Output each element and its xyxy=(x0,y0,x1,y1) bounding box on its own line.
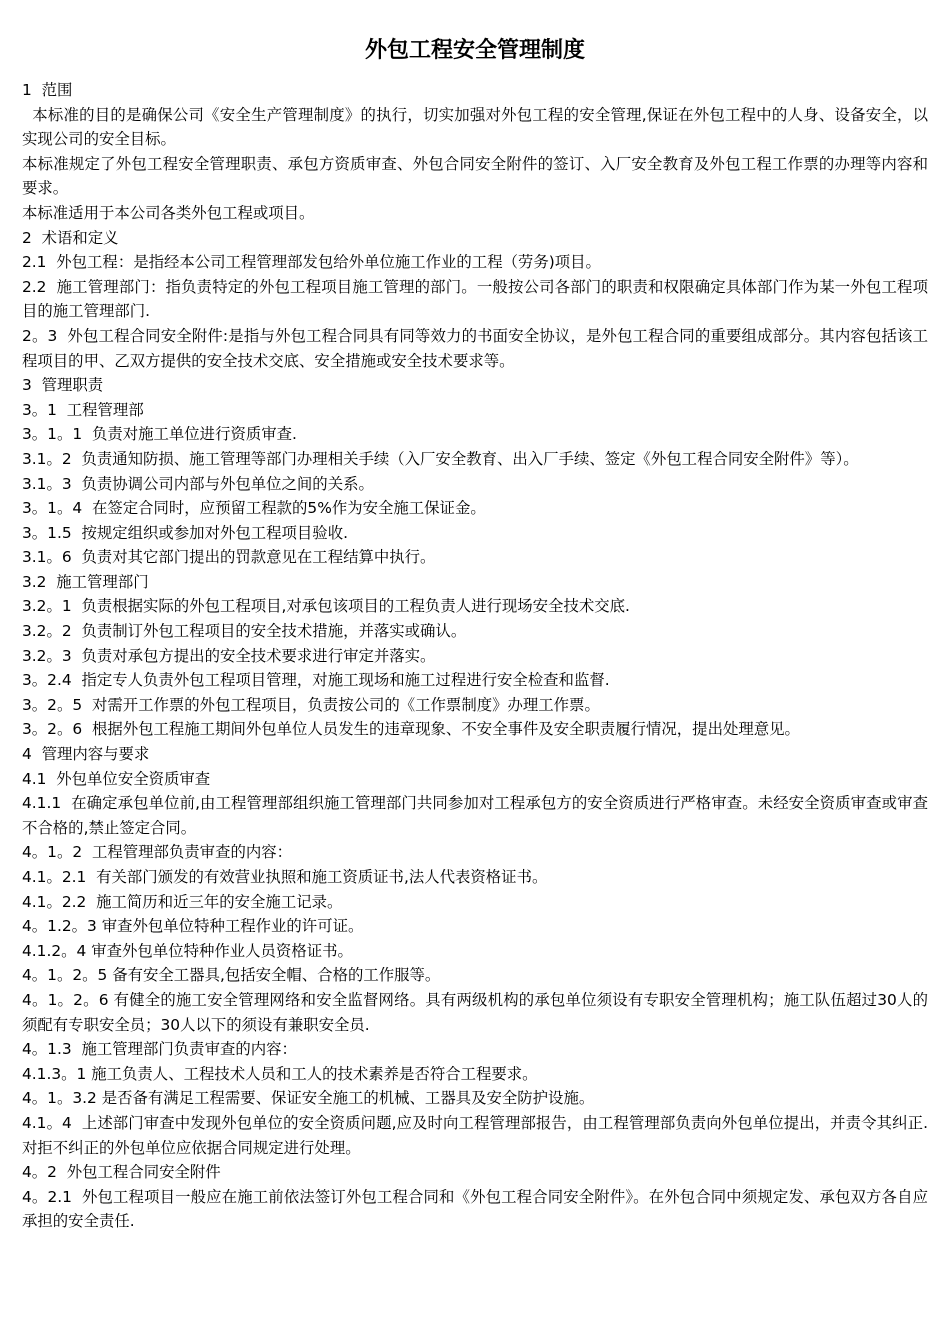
paragraph: 4。2.1 外包工程项目一般应在施工前依法签订外包工程合同和《外包工程合同安全附件》。在外包合同中须规定发、承包双方各自应承担的安全责任. xyxy=(22,1187,928,1231)
paragraph: 3.2。2 负责制订外包工程项目的安全技术措施，并落实或确认。 xyxy=(22,622,467,641)
paragraph: 3.1。6 负责对其它部门提出的罚款意见在工程结算中执行。 xyxy=(22,548,436,567)
paragraph: 4。1。3.2 是否备有满足工程需要、保证安全施工的机械、工器具及安全防护设施。 xyxy=(22,1089,595,1108)
paragraph: 1 范围 xyxy=(22,81,73,99)
paragraph: 4。1.2。3 审查外包单位特种工程作业的许可证。 xyxy=(22,917,364,936)
paragraph: 4.1 外包单位安全资质审查 xyxy=(22,769,211,788)
paragraph: 4.1.3。1 施工负责人、工程技术人员和工人的技术素养是否符合工程要求。 xyxy=(22,1064,538,1083)
paragraph: 3.2。1 负责根据实际的外包工程项目,对承包该项目的工程负责人进行现场安全技术交底. xyxy=(22,597,630,616)
document-title: 外包工程安全管理制度 xyxy=(364,38,585,63)
paragraph: 本标准规定了外包工程安全管理职责、承包方资质审查、外包合同安全附件的签订、入厂安全教育及外包工程工作票的办理等内容和要求。 xyxy=(22,154,928,198)
paragraph: 本标准适用于本公司各类外包工程或项目。 xyxy=(22,203,315,222)
paragraph: 2 术语和定义 xyxy=(22,228,119,247)
paragraph: 3。2.4 指定专人负责外包工程项目管理，对施工现场和施工过程进行安全检查和监督. xyxy=(22,671,610,690)
paragraph: 3。1.5 按规定组织或参加对外包工程项目验收. xyxy=(22,523,348,542)
paragraph: 3。2。5 对需开工作票的外包工程项目，负责按公司的《工作票制度》办理工作票。 xyxy=(22,695,600,714)
paragraph: 4。2 外包工程合同安全附件 xyxy=(22,1163,221,1182)
paragraph: 4.1.2。4 审查外包单位特种作业人员资格证书。 xyxy=(22,941,353,960)
paragraph: 4。1。2。6 有健全的施工安全管理网络和安全监督网络。具有两级机构的承包单位须设有专职安全管理机构；施工队伍超过30人的须配有专职安全员；30人以下的须设有兼职安全员. xyxy=(22,990,928,1034)
paragraph: 4 管理内容与要求 xyxy=(22,745,150,764)
paragraph: 4.1。2.1 有关部门颁发的有效营业执照和施工资质证书,法人代表资格证书。 xyxy=(22,868,548,886)
paragraph: 4。1。2。5 备有安全工器具,包括安全帽、合格的工作服等。 xyxy=(22,966,441,985)
paragraph: 2.2 施工管理部门：指负责特定的外包工程项目施工管理的部门。一般按公司各部门的职责和权限确定具体部门作为某一外包工程项目的施工管理部门. xyxy=(22,277,928,321)
paragraph: 3。1。1 负责对施工单位进行资质审查. xyxy=(22,425,297,444)
paragraph: 3 管理职责 xyxy=(22,376,104,395)
paragraph: 3.2。3 负责对承包方提出的安全技术要求进行审定并落实。 xyxy=(22,646,436,665)
paragraph: 3。1。4 在签定合同时，应预留工程款的5%作为安全施工保证金。 xyxy=(22,499,486,518)
paragraph: 4.1。4 上述部门审查中发现外包单位的安全资质问题,应及时向工程管理部报告，由工程管理部负责向外包单位提出，并责令其纠正.对拒不纠正的外包单位应依据合同规定进行处理。 xyxy=(22,1113,928,1157)
paragraph: 4.1。2.2 施工简历和近三年的安全施工记录。 xyxy=(22,892,343,911)
paragraph: 2。3 外包工程合同安全附件:是指与外包工程合同具有同等效力的书面安全协议，是外包工程合同的重要组成部分。其内容包括该工程项目的甲、乙双方提供的安全技术交底、安全措施或安全技术要求等。 xyxy=(22,326,928,370)
paragraph: 2.1 外包工程：是指经本公司工程管理部发包给外单位施工作业的工程（劳务)项目。 xyxy=(22,253,601,272)
paragraph: 3.2 施工管理部门 xyxy=(22,572,149,591)
paragraph: 本标准的目的是确保公司《安全生产管理制度》的执行，切实加强对外包工程的安全管理,保证在外包工程中的人身、设备安全，以实现公司的安全目标。 xyxy=(22,105,928,149)
paragraph: 3。2。6 根据外包工程施工期间外包单位人员发生的违章现象、不安全事件及安全职责履行情况，提出处理意见。 xyxy=(22,720,800,739)
paragraph: 4.1.1 在确定承包单位前,由工程管理部组织施工管理部门共同参加对工程承包方的安全资质进行严格审查。未经安全资质审查或审查不合格的,禁止签定合同。 xyxy=(22,794,928,837)
paragraph: 3.1。3 负责协调公司内部与外包单位之间的关系。 xyxy=(22,474,374,493)
document-body xyxy=(22,78,928,1234)
paragraph: 4。1。2 工程管理部负责审查的内容： xyxy=(22,843,293,862)
paragraph: 3。1 工程管理部 xyxy=(22,400,144,419)
paragraph: 3.1。2 负责通知防损、施工管理等部门办理相关手续（入厂安全教育、出入厂手续、签定《外包工程合同安全附件》等）。 xyxy=(22,449,859,468)
paragraph: 4。1.3 施工管理部门负责审查的内容： xyxy=(22,1040,297,1059)
